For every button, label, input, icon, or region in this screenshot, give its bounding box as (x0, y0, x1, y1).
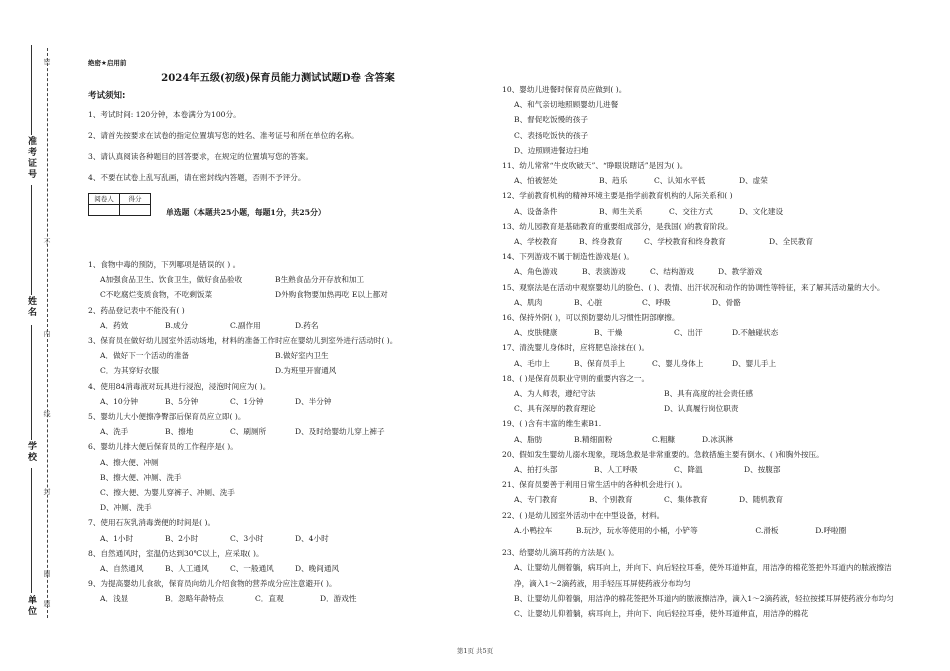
option[interactable]: A．浅显 (100, 594, 129, 604)
question-12 (502, 188, 900, 218)
option[interactable]: B、具有高度的社会责任感 (664, 389, 754, 399)
option[interactable]: B、2小时 (165, 533, 199, 543)
option[interactable]: B、心脏 (574, 297, 603, 307)
question-4 (88, 379, 468, 409)
option[interactable]: A、10分钟 (100, 396, 138, 406)
option[interactable]: D、文化建设 (739, 206, 784, 216)
option[interactable]: C、婴儿身体上 (652, 358, 704, 368)
question-stem: 19、( )含有丰富的维生素B1. (502, 419, 602, 429)
option[interactable]: B.成分 (165, 320, 189, 330)
question-10 (502, 82, 900, 158)
option[interactable]: D、冲厕、洗手 (100, 503, 152, 513)
binding-margin (0, 0, 60, 671)
option[interactable]: B、终身教育 (579, 237, 623, 247)
option[interactable]: A、洗手 (100, 427, 129, 437)
seal-mark: 圈 (43, 570, 51, 578)
question-9 (88, 576, 468, 606)
fill-line (31, 45, 32, 135)
option[interactable]: D、边照顾进餐边扫地 (514, 145, 589, 155)
option[interactable]: B生熟食品分开存放和加工 (275, 275, 365, 285)
fill-line (31, 185, 32, 295)
question-stem: 17、清洗婴儿身体时，应将肥皂涂抹在( )。 (502, 343, 650, 353)
option[interactable]: C、让婴幼儿仰着躺，病耳向上，并向下、向后轻拉耳垂，使外耳道伸直，用洁净的棉花 (514, 608, 809, 618)
question-16 (502, 310, 900, 340)
option[interactable]: B、人工通风 (165, 564, 209, 574)
question-1 (88, 257, 468, 303)
question-18 (502, 371, 900, 417)
question-5 (88, 409, 468, 439)
question-3 (88, 333, 468, 379)
question-8 (88, 546, 468, 576)
option[interactable]: A．做好下一个活动的准备 (100, 351, 190, 361)
question-2 (88, 303, 468, 333)
question-stem: 11、幼儿常常“牛皮吹破天”、“睁眼说瞎话”是因为( )。 (502, 161, 688, 171)
seal-mark: 不 (43, 238, 51, 246)
question-14 (502, 249, 900, 279)
binding-label-name: 姓名 (27, 297, 37, 318)
seal-mark: 封 (43, 488, 51, 496)
option[interactable]: C.粗糠 (652, 434, 676, 444)
option[interactable]: B、个别教育 (589, 495, 633, 505)
option[interactable]: D、全民教育 (769, 237, 814, 247)
question-15 (502, 280, 900, 310)
option[interactable]: D、晚间通风 (295, 564, 340, 574)
option[interactable]: A、学校教育 (514, 237, 558, 247)
option[interactable]: A、皮肤健康 (514, 328, 558, 338)
question-stem: 15、观察法是在活动中观察婴幼儿的脸色、( )、表情、出汗状况和动作的协调性等特征，来了解其活动量的大小。 (502, 282, 885, 292)
option[interactable]: C、具有深厚的教育理论 (514, 404, 596, 414)
score-table-header: 得分 (120, 194, 151, 205)
option[interactable]: D、虚荣 (739, 176, 768, 186)
option[interactable]: C、1分钟 (230, 396, 264, 406)
option[interactable]: B、保育员手上 (574, 358, 626, 368)
score-cell[interactable] (89, 205, 120, 216)
question-7 (88, 515, 468, 545)
question-stem: 20、假如发生婴幼儿溺水现象，现场急救是非常重要的。急救措施主要有倒水、( )和胸外按压。 (502, 449, 824, 459)
question-stem: 21、保育员要善于利用日常生活中的各种机会进行( )。 (502, 480, 688, 490)
option[interactable]: C不吃腐烂变质食物，不吃剩饭菜 (100, 290, 213, 300)
question-20 (502, 447, 900, 477)
option[interactable]: C.滑板 (755, 525, 779, 535)
option[interactable]: B.做好室内卫生 (275, 351, 329, 361)
option[interactable]: D、随机教育 (739, 495, 784, 505)
option[interactable]: C、学校教育和终身教育 (644, 237, 726, 247)
score-table (88, 193, 151, 216)
question-stem: 10、婴幼儿进餐时保育员应做到( )。 (502, 85, 627, 94)
option[interactable]: C．为其穿好衣服 (100, 366, 159, 376)
notice-item: 1、考试时间: 120分钟，本卷满分为100分。 (88, 110, 241, 119)
question-stem: 6、婴幼儿排大便后保育员的工作程序是( )。 (88, 442, 238, 452)
option[interactable]: C、集体教育 (664, 495, 708, 505)
right-column (502, 82, 900, 621)
option[interactable]: A、自然通风 (100, 564, 144, 574)
option[interactable]: C.副作用 (230, 320, 261, 330)
question-11 (502, 158, 900, 188)
option[interactable]: A、擦大便、冲厕 (100, 457, 159, 467)
option[interactable]: C、擦大便、为婴儿穿裤子、冲厕、洗手 (100, 488, 235, 498)
option[interactable]: D.不触碰状态 (732, 328, 779, 338)
question-stem: 9、为提高婴幼儿食欲，保育员向幼儿介绍食物的营养成分应注意避开( )。 (88, 579, 337, 589)
option[interactable]: A、和气亲切地照顾婴幼儿进餐 (514, 100, 619, 110)
option[interactable]: A、肌肉 (514, 297, 543, 307)
seal-mark: 线 (43, 410, 51, 418)
option[interactable]: A加强食品卫生、饮食卫生，做好食品验收 (100, 275, 243, 285)
option[interactable]: A.小鸭拉车 (514, 525, 553, 535)
score-table-header: 阅卷人 (89, 194, 120, 205)
question-23 (502, 545, 900, 621)
seal-mark: 密 (43, 58, 51, 66)
option[interactable]: B.玩沙，玩水等使用的小桶，小铲等 (575, 525, 698, 535)
option[interactable]: B、干燥 (594, 328, 623, 338)
option[interactable]: C、表扬吃饭快的孩子 (514, 130, 589, 140)
notice-item: 4、不要在试卷上乱写乱画，请在密封线内答题，否则不予评分。 (88, 173, 306, 182)
option[interactable]: D.呼啦圈 (815, 525, 847, 535)
question-stem: 13、幼儿园教育是基础教育的重要组成部分，是我国( )的教育阶段。 (502, 221, 733, 231)
notice-item: 3、请认真阅读各种题目的回答要求，在规定的位置填写您的答案。 (88, 152, 314, 161)
question-22 (502, 508, 900, 538)
option[interactable]: A．药效 (100, 320, 129, 330)
exam-title: 2024年五级(初级)保育员能力测试试题D卷 含答案 (161, 72, 395, 84)
question-17 (502, 340, 900, 370)
option[interactable]: D、半分钟 (295, 396, 332, 406)
option[interactable]: D、教学游戏 (718, 267, 763, 277)
secret-mark: 绝密★启用前 (88, 59, 127, 67)
option[interactable]: D、骨骼 (712, 297, 741, 307)
option[interactable]: C、交往方式 (669, 206, 713, 216)
option[interactable]: D.药名 (295, 320, 319, 330)
binding-label-exam-id: 准考证号 (27, 137, 37, 180)
option[interactable]: B．忽略年龄特点 (165, 594, 224, 604)
page-footer: 第1页 共5页 (456, 647, 494, 655)
option[interactable]: D外购食物要加热再吃 E以上都对 (275, 290, 388, 300)
option[interactable]: A、让婴幼儿侧着躺，病耳向上，并向下、向后轻拉耳垂，使外耳道伸直，用洁净的棉花签把外耳道内的脓液擦洁净，滴入1～2滴药液，用手轻压耳屏使药液分布均匀 (514, 563, 892, 588)
option[interactable]: D、婴儿手上 (732, 358, 777, 368)
question-stem: 12、学前教育机构的精神环境主要是指学前教育机构的人际关系和( ) (502, 191, 733, 201)
option[interactable]: C、认知水平低 (654, 176, 706, 186)
question-stem: 23、给婴幼儿滴耳药的方法是( )。 (502, 548, 619, 558)
option[interactable]: B、表演游戏 (582, 267, 626, 277)
binding-label-unit: 单位 (27, 596, 37, 617)
question-stem: 5、婴幼儿大小便擦净臀部后保育员应立即( )。 (88, 412, 246, 422)
option[interactable]: D、及时给婴幼儿穿上裤子 (295, 427, 385, 437)
section-title: 单选题（本题共25小题，每题1分，共25分） (166, 208, 326, 217)
fill-line (31, 468, 32, 593)
question-stem: 22、( )是幼儿园室外活动中在中型设备，材料。 (502, 510, 665, 520)
option[interactable]: B、人工呼吸 (594, 465, 638, 475)
fill-line (31, 325, 32, 440)
question-stem: 3、保育员在做好幼儿园室外活动场地，材料的准备工作时应在婴幼儿到室外进行活动时( )。 (88, 336, 398, 346)
option[interactable]: C、结构游戏 (650, 267, 694, 277)
option[interactable]: B、5分钟 (165, 396, 199, 406)
option[interactable]: B、擦地 (165, 427, 194, 437)
option[interactable]: B.精细面粉 (574, 434, 613, 444)
option[interactable]: A、为人师表，遵纪守法 (514, 389, 596, 399)
option[interactable]: A、拍打头部 (514, 465, 558, 475)
option[interactable]: D、按腹部 (744, 465, 781, 475)
question-13 (502, 219, 900, 249)
option[interactable]: A、怕被惩处 (514, 176, 558, 186)
notice-heading: 考试须知: (88, 91, 126, 101)
question-19 (502, 416, 900, 446)
notice-item: 2、请首先按要求在试卷的指定位置填写您的姓名、准考证号和所在单位的名称。 (88, 131, 359, 140)
option[interactable]: D.为班里开窗通风 (275, 366, 337, 376)
option[interactable]: C、刷厕所 (230, 427, 267, 437)
question-stem: 16、保持外阴( )，可以预防婴幼儿习惯性阴部摩擦。 (502, 313, 680, 323)
binding-label-school: 学校 (27, 442, 37, 463)
option[interactable]: D.冰淇淋 (702, 434, 734, 444)
option[interactable]: B、擦大便、冲厕、洗手 (100, 472, 182, 482)
option[interactable]: A、专门教育 (514, 495, 558, 505)
option[interactable]: D．游戏性 (320, 594, 357, 604)
option[interactable]: A、1小时 (100, 533, 134, 543)
score-area (88, 193, 468, 223)
option[interactable]: C．直观 (255, 594, 284, 604)
seal-mark: 题 (43, 600, 51, 608)
question-stem: 4、使用84消毒液对玩具进行浸泡，浸泡时间应为( )。 (88, 381, 271, 391)
left-column (88, 58, 468, 607)
question-21 (502, 477, 900, 507)
option[interactable]: A、毛巾上 (514, 358, 550, 368)
option[interactable]: B、师生关系 (599, 206, 643, 216)
option[interactable]: C、一般通风 (230, 564, 274, 574)
question-stem: 18、( )是保育员职业守则的重要内容之一。 (502, 373, 650, 383)
option[interactable]: B、让婴幼儿仰着躺，用洁净的棉花签把外耳道内的脓液擦洁净，滴入1～2滴药液，轻拉按揉耳屏使药液分布均匀 (514, 593, 894, 603)
option[interactable]: D、认真履行岗位职责 (664, 404, 739, 414)
question-stem: 2、药品登记表中不能没有( ) (88, 305, 185, 315)
option[interactable]: C、出汗 (674, 328, 703, 338)
seal-mark: 内 (43, 330, 51, 338)
question-6 (88, 439, 468, 515)
option[interactable]: C、降温 (674, 465, 703, 475)
option[interactable]: A、设备条件 (514, 206, 558, 216)
option[interactable]: B、趋乐 (599, 176, 628, 186)
option[interactable]: A、角色游戏 (514, 267, 558, 277)
question-stem: 7、使用石灰乳消毒粪便的时间是( )。 (88, 518, 216, 528)
option[interactable]: D、4小时 (295, 533, 329, 543)
question-stem: 8、自然通风时，室温仍达到30℃以上，应采取( )。 (88, 548, 264, 558)
question-stem: 1、食物中毒的预防，下列哪项是错误的( ) 。 (88, 260, 241, 269)
option[interactable]: C、呼吸 (642, 297, 671, 307)
question-stem: 14、下列游戏不属于制造性游戏是( )。 (502, 252, 634, 262)
option[interactable]: A、脂肪 (514, 434, 543, 444)
score-cell[interactable] (120, 205, 151, 216)
option[interactable]: C、3小时 (230, 533, 264, 543)
option[interactable]: B、督促吃饭慢的孩子 (514, 115, 588, 125)
